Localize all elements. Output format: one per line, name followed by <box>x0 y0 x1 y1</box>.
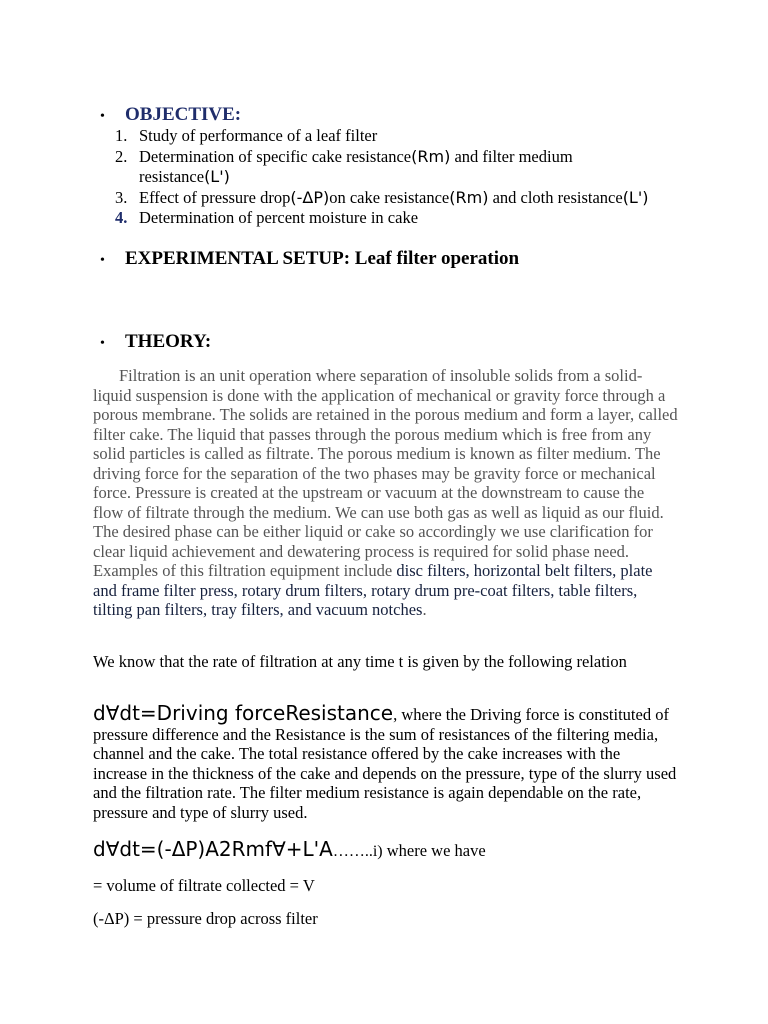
list-item: 3. Effect of pressure drop(-ΔP)on cake resistance(Rm) and cloth resistance(L') <box>115 187 649 207</box>
bullet-icon: • <box>100 336 105 351</box>
setup-heading: EXPERIMENTAL SETUP: Leaf filter operation <box>125 248 520 269</box>
objective-heading-row <box>100 104 241 126</box>
bullet-icon: • <box>100 253 105 268</box>
definition-volume: = volume of filtrate collected = V <box>93 876 315 895</box>
theory-heading-row <box>100 331 211 353</box>
equation-rate: d∀dt=Driving forceResistance <box>93 701 394 725</box>
bullet-icon: • <box>100 109 105 124</box>
theory-heading: THEORY: <box>125 331 212 352</box>
definition-pressure-drop: (-ΔP) = pressure drop across filter <box>93 909 318 928</box>
equation-paragraph: d∀dt=(-ΔP)A2Rmf∀+L'A……..i) where we have <box>93 837 486 861</box>
rate-relation-paragraph: We know that the rate of filtration at any time t is given by the following relation <box>93 652 627 671</box>
equation-filtration: d∀dt=(-ΔP)A2Rmf∀+L'A <box>93 837 333 861</box>
driving-force-paragraph: d∀dt=Driving forceResistance, where the Driving force is constituted of pressure difference and the Resistance is the sum of resistances of the filtering media, channel and the cake. The total resistance offered by the cake increases with the increase in the thickness of the cake and depends on the pressure, type of the slurry used and the filtration rate. The filter medium resistance is again dependable on the rate, pressure and type of slurry used. <box>93 701 677 822</box>
setup-heading-row <box>100 248 519 270</box>
theory-paragraph: Filtration is an unit operation where separation of insoluble solids from a solid-liquid suspension is done with the application of mechanical or gravity force through a porous membrane. The solids are retained in the porous medium and form a layer, called filter cake. The liquid that passes through the porous medium which is free from any solid particles is called as filtrate. The porous medium is known as filter medium. The driving force for the separation of the two phases may be gravity force or mechanical force. Pressure is created at the upstream or vacuum at the downstream to cause the flow of filtrate through the medium. We can use both gas as well as liquid as our fluid. The desired phase can be either liquid or cake so accordingly we use clarification for clear liquid achievement and dewatering process is required for solid phase need. Examples of this filtration equipment include disc filters, horizontal belt filters, plate and frame filter press, rotary drum filters, rotary drum pre-coat filters, table filters, tilting pan filters, tray filters, and vacuum notches. <box>93 366 678 619</box>
list-item: 2. Determination of specific cake resistance(Rm) and filter medium resistance(L') <box>115 146 573 186</box>
list-item: 1. Study of performance of a leaf filter <box>115 126 378 145</box>
list-item: 4. Determination of percent moisture in cake <box>115 208 419 227</box>
objective-list <box>115 126 655 229</box>
objective-heading: OBJECTIVE: <box>125 104 242 125</box>
